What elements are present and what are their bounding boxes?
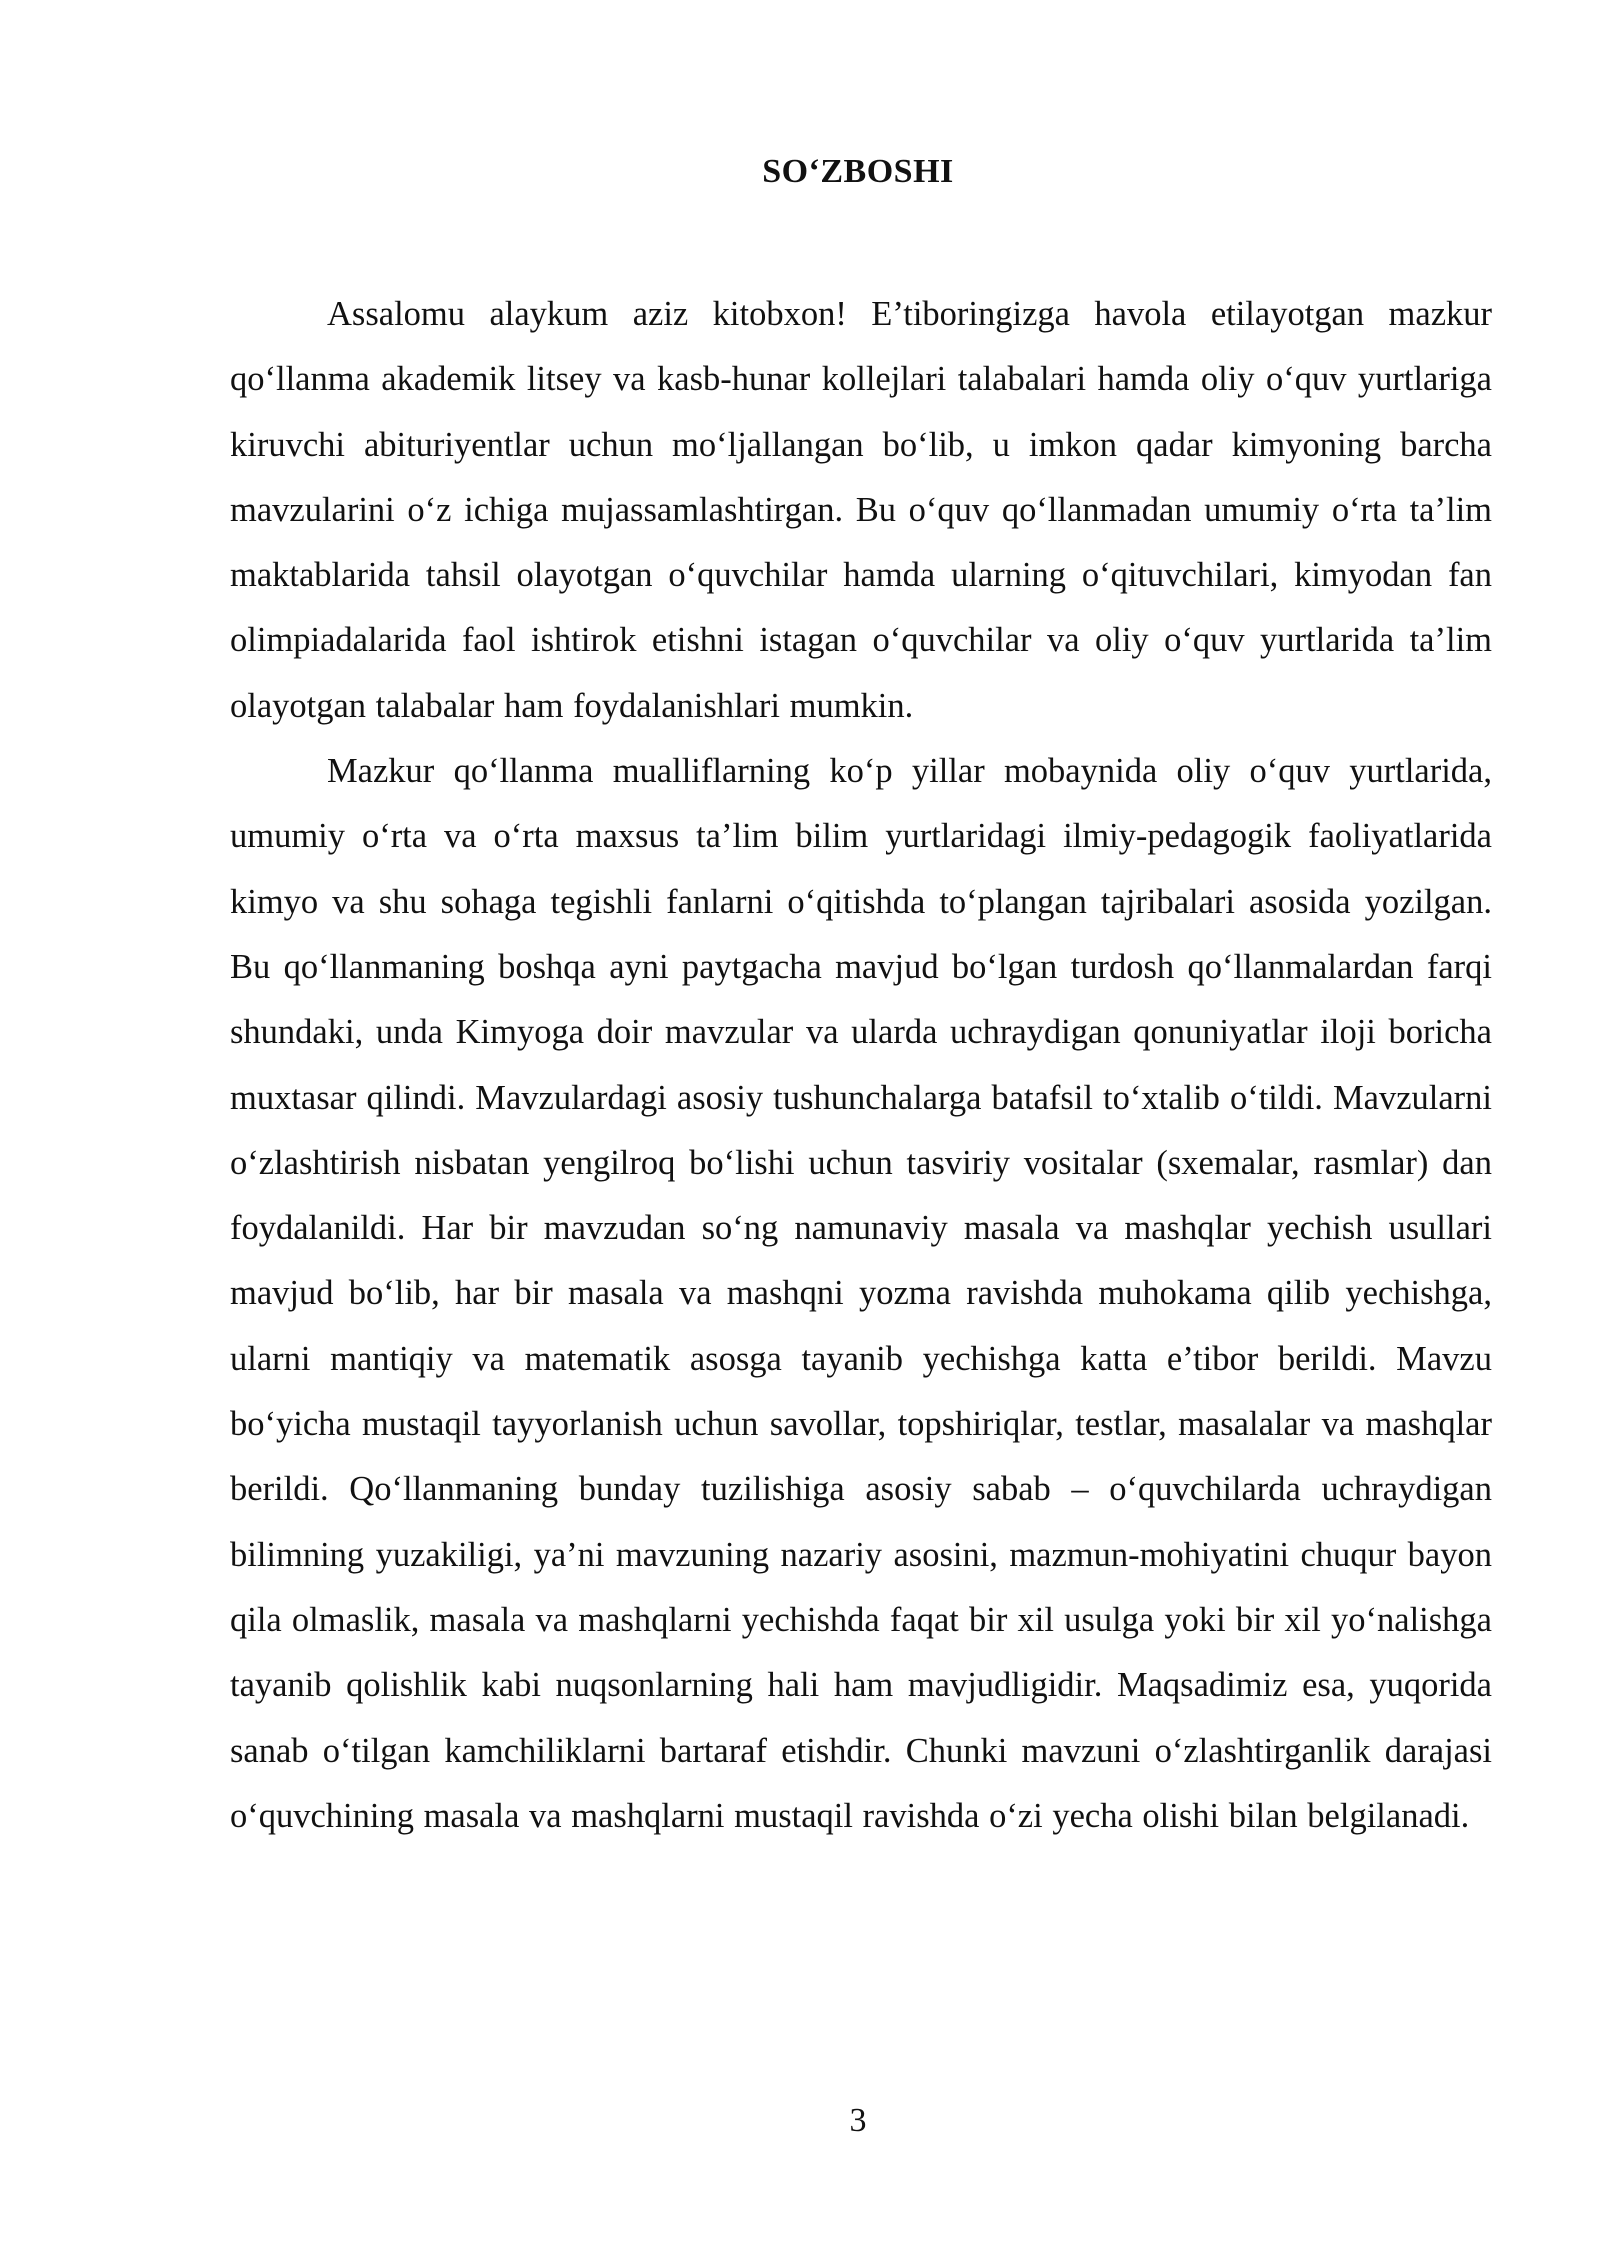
paragraph-description: Mazkur qo‘llanma mualliflarning ko‘p yillar mobaynida oliy o‘quv yurtlarida, umumiy o‘rta va o‘rta maxsus ta’lim bilim yurtlaridagi ilmiy-pedagogik faoliyatlarida kimyo va shu sohaga tegishli fanlarni o‘qitishda to‘plangan tajribalari asosida yozilgan. Bu qo‘llanmaning boshqa ayni paytgacha mavjud bo‘lgan turdosh qo‘llanmalardan farqi shundaki, unda Kimyoga doir mavzular va ularda uchraydigan qonuniyatlar iloji boricha muxtasar qilindi. Mavzulardagi asosiy tushunchalarga batafsil to‘xtalib o‘tildi. Mavzularni o‘zlashtirish nisbatan yengilroq bo‘lishi uchun tasviriy vositalar (sxemalar, rasmlar) dan foydalanildi. Har bir mavzudan so‘ng namunaviy masala va mashqlar yechish usullari mavjud bo‘lib, har bir masala va mashqni yozma ravishda muhokama qilib yechishga, ularni mantiqiy va matematik asosga tayanib yechishga katta e’tibor berildi. Mavzu bo‘yicha mustaqil tayyorlanish uchun savollar, topshiriqlar, testlar, masalalar va mashqlar berildi. Qo‘llanmaning bunday tuzilishiga asosiy sabab – o‘quvchilarda uchraydigan bilimning yuzakiligi, ya’ni mavzuning nazariy asosini, mazmun-mohiyatini chuqur bayon qila olmaslik, masala va mashqlarni yechishda faqat bir xil usulga yoki bir xil yo‘nalishga tayanib qolishlik kabi nuqsonlarning hali ham mavjudligidir. Maqsadimiz esa, yuqorida sanab o‘tilgan kamchiliklarni bartaraf etishdir. Chunki mavzuni o‘zlashtirganlik darajasi o‘quvchining masala va mashqlarni mustaqil ravishda o‘zi yecha olishi bilan belgilanadi. <box>230 752 1492 1835</box>
page-title: SO‘ZBOSHI <box>762 153 954 190</box>
body-text <box>230 282 1492 1849</box>
page-number: 3 <box>849 2102 867 2139</box>
paragraph-intro: Assalomu alaykum aziz kitobxon! E’tiboringizga havola etilayotgan mazkur qo‘llanma akademik litsey va kasb-hunar kollejlari talabalari hamda oliy o‘quv yurtlariga kiruvchi abituriyentlar uchun mo‘ljallangan bo‘lib, u imkon qadar kimyoning barcha mavzularini o‘z ichiga mujassamlashtirgan. Bu o‘quv qo‘llanmadan umumiy o‘rta ta’lim maktablarida tahsil olayotgan o‘quvchilar hamda ularning o‘qituvchilari, kimyodan fan olimpiadalarida faol ishtirok etishni istagan o‘quvchilar va oliy o‘quv yurtlarida ta’lim olayotgan talabalar ham foydalanishlari mumkin. <box>230 295 1492 725</box>
